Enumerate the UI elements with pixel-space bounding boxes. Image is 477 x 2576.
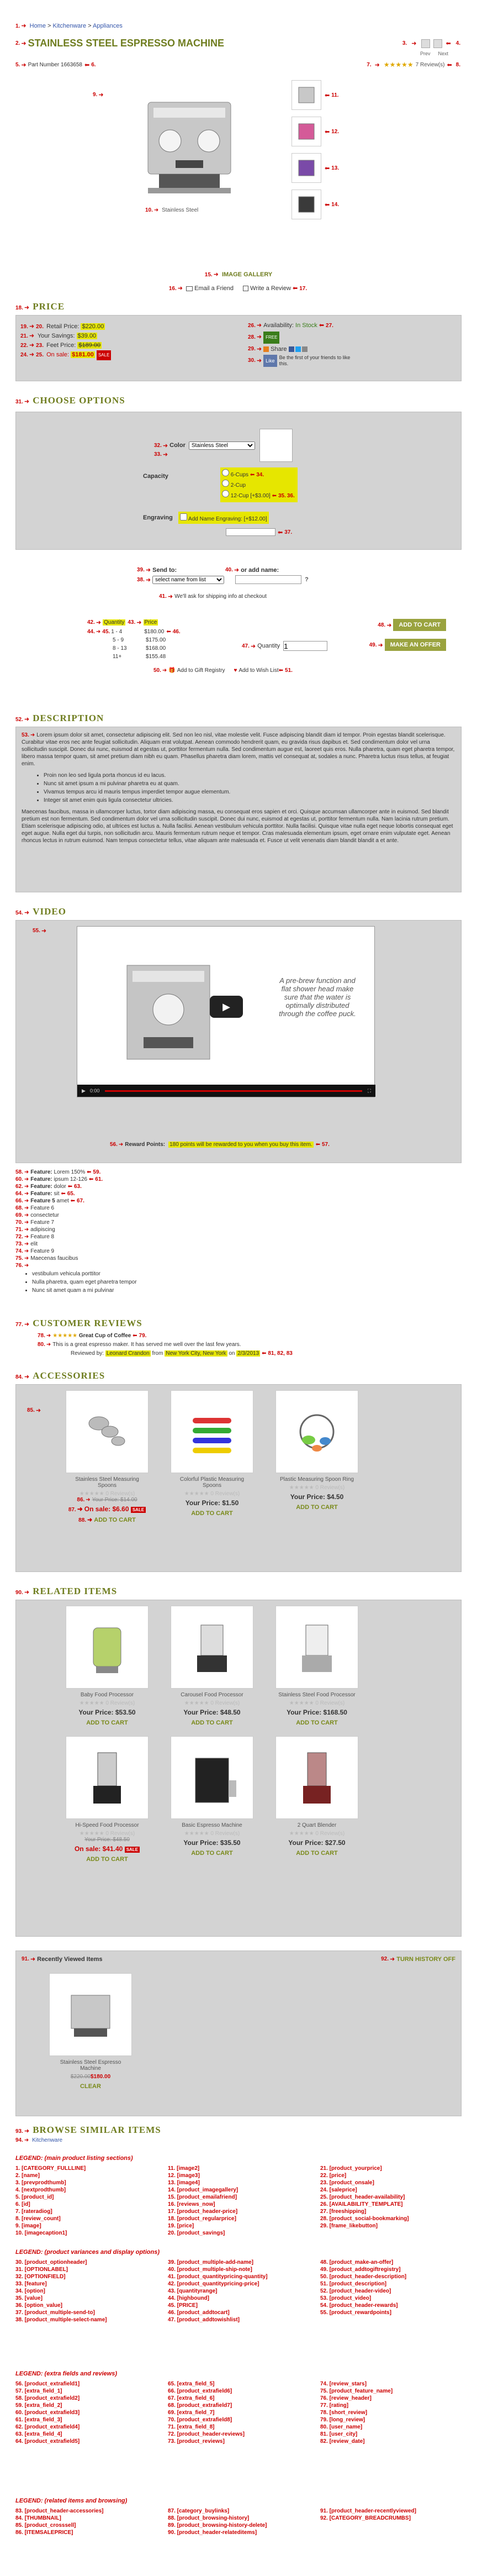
- accessories-box: 85. ➜ Stainless Steel Measuring Spoons ★★★★★ 0 Review(s) 86. ➜ Your Price: $14.00 87. ➜ On sale: $6.60 SALE 88. ➜ ADD TO CART Colorful Plastic Measuring Spoons ★★★★★ 0 Review(s) Your Price: $1.50 ADD TO CART Plastic Measuring Spoon Ring ★★★★★ 0 Review(s) Your Price: $4.50 ADD TO CART: [15, 1384, 462, 1572]
- legend-item: 79. [long_review]: [320, 2417, 365, 2423]
- related-card: Baby Food Processor ★★★★★ 0 Review(s) Your Price: $53.50 ADD TO CART: [66, 1606, 149, 1726]
- gift-registry-link[interactable]: Add to Gift Registry: [177, 667, 225, 674]
- video-player[interactable]: [77, 926, 375, 1097]
- legend-item: 11. [image2]: [168, 2165, 200, 2172]
- add-name-label: or add name:: [241, 566, 279, 574]
- recent-item-card: Stainless Steel Espresso Machine $220.00$180.00 CLEAR: [49, 1973, 132, 2090]
- video-box: 55. ➜ A pre-brew function and flat shower head make sure that the water is optimally distributed through the coffee puck. ▶ ▶ 0:00 ⛶ 56. ➜ Reward Points: 180 points will be rewarded to you when you buy this item. ⬅ 57.: [15, 920, 462, 1163]
- legend-item: 54. [product_header-rewards]: [320, 2302, 398, 2309]
- legend-item: 56. [product_extrafield1]: [15, 2381, 80, 2387]
- legend-item: 3. [prevprodthumb]: [15, 2180, 66, 2186]
- product-thumbnail[interactable]: [275, 1390, 358, 1473]
- legend-column: [15, 2380, 157, 2445]
- related-card: Hi-Speed Food Processor ★★★★★ 0 Review(s) Your Price: $48.50 On sale: $41.40 SALE ADD TO CART: [66, 1736, 149, 1863]
- tier-price: $180.00: [144, 629, 165, 635]
- product-thumbnail[interactable]: [49, 1973, 132, 2056]
- rating: 7. ➜ ★★★★★ 7 Review(s) ⬅ 8.: [367, 61, 460, 69]
- legend-item: 69. [extra_field_7]: [168, 2410, 215, 2416]
- legend-item: 48. [product_make-an-offer]: [320, 2259, 394, 2265]
- legend-item: 2. [name]: [15, 2173, 40, 2179]
- tier-qty: 8 - 13: [113, 645, 127, 651]
- legend-item: 73. [product_reviews]: [168, 2438, 225, 2444]
- espresso-machine-icon: [182, 1747, 242, 1808]
- legend-1: LEGEND: (main product listing sections) 1. [CATEGORY_FULLLINE] 2. [name] 3. [prevprodthumb] 4. [nextprodthumb] 5. [product_id] 6. [id] 7. [rateradiog] 8. [review_count] 9. [image] 10. [imagecaption1] 11. [image2] 12. [image3] 13. [image4] 14. [product_imagegallery] 15. [product_emailafriend] 16. [reviews_now] 17. [product_header-price] 18. [product_regularprice] 19. [price] 20. [product_savings] 21. [product_yourprice] 22. [price] 23. [product_onsale] 24. [saleprice] 25. [product_header-availability] 26. [AVAILABILITY_TEMPLATE] 27. [freeshipping] 28. [product_social-bookmarking] 29. [frame_likebutton]: [15, 2155, 462, 2237]
- sale-badge: SALE: [125, 1847, 140, 1853]
- tier-price: $168.00: [146, 645, 166, 651]
- facebook-icon[interactable]: [289, 346, 294, 352]
- blender-icon: [77, 1747, 137, 1808]
- browse-kitchenware-link[interactable]: Kitchenware: [32, 2137, 63, 2143]
- next-link[interactable]: Next: [438, 51, 448, 56]
- add-to-cart-link[interactable]: ADD TO CART: [296, 1504, 338, 1511]
- legend-item: 85. [product_crosssell]: [15, 2522, 76, 2528]
- video-controls: [77, 1085, 375, 1097]
- legend-item: 38. [product_multiple-select-name]: [15, 2317, 107, 2323]
- quantity-pricing: 42. ➜ Quantity 43. ➜ Price 44. ➜ 45. 1 - 4 $180.00 ⬅ 46. 5 - 9 $175.00 8 - 13 $168.00 11+ $155.48 47. ➜ Quantity 1 48. ➜ ADD TO CART 49. ➜ MAKE AN OFFER 50. ➜ 🎁 Add to Gift Registry ♥ Add to Wish List ⬅ 51.: [15, 619, 462, 680]
- heart-icon: ♥: [234, 667, 237, 674]
- legend-item: 27. [freeshipping]: [320, 2209, 367, 2215]
- accessory-card: Stainless Steel Measuring Spoons ★★★★★ 0 Review(s) 86. ➜ Your Price: $14.00 87. ➜ On sale: $6.60 SALE 88. ➜ ADD TO CART: [66, 1390, 149, 1523]
- product-thumbnail[interactable]: [275, 1736, 358, 1819]
- legend-item: 72. [product_header-reviews]: [168, 2431, 245, 2437]
- email-friend-link[interactable]: Email a Friend: [194, 285, 234, 292]
- page-title: STAINLESS STEEL ESPRESSO MACHINE: [28, 38, 224, 49]
- legend-item: 49. [product_addtogiftregistry]: [320, 2267, 401, 2273]
- legend-item: 13. [image4]: [168, 2180, 200, 2186]
- clear-history-link[interactable]: CLEAR: [80, 2083, 101, 2090]
- legend-column: [168, 2165, 309, 2237]
- tier-qty: 11+: [113, 654, 122, 660]
- thumb-black[interactable]: [292, 190, 321, 219]
- legend-item: 51. [product_description]: [320, 2281, 387, 2287]
- engraving-checkbox[interactable]: [180, 513, 187, 521]
- part-row: 5. ➜ Part Number 1663658 ⬅ 6. 7. ➜ ★★★★★ 7 Review(s) ⬅ 8.: [15, 61, 460, 69]
- tier-qty: 5 - 9: [113, 637, 124, 643]
- legend-item: 45. [PRICE]: [168, 2302, 198, 2309]
- legend-item: 66. [product_extrafield6]: [168, 2388, 232, 2394]
- legend-column: [168, 2507, 309, 2536]
- legend-item: 4. [nextprodthumb]: [15, 2187, 66, 2193]
- pager-labels: [15, 51, 462, 56]
- image-caption: Stainless Steel: [162, 207, 199, 213]
- capacity-options: 6-Cups ⬅ 34. 2-Cup 12-Cup [+$3.00] ⬅ 35. 36.: [220, 467, 298, 502]
- legend-item: 33. [feature]: [15, 2281, 47, 2287]
- legend-column: [168, 2380, 309, 2445]
- send-to-select[interactable]: [152, 576, 224, 584]
- legend-item: 80. [user_name]: [320, 2424, 363, 2430]
- legend-item: 84. [THUMBNAIL]: [15, 2515, 61, 2521]
- legend-column: [15, 2165, 157, 2237]
- thumb-pink[interactable]: [292, 117, 321, 146]
- legend-item: 25. [product_header-availability]: [320, 2194, 405, 2200]
- legend-item: 74. [review_stars]: [320, 2381, 367, 2387]
- capacity-label: Capacity: [143, 473, 168, 480]
- add-to-cart-link[interactable]: ADD TO CART: [191, 1850, 233, 1857]
- espresso-thumb-icon: [295, 120, 317, 143]
- add-to-cart-link[interactable]: ADD TO CART: [296, 1720, 338, 1726]
- legend-item: 76. [review_header]: [320, 2395, 372, 2401]
- review-headline: Great Cup of Coffee: [78, 1333, 131, 1339]
- legend-item: 31. [OPTIONLABEL]: [15, 2267, 68, 2273]
- legend-item: 30. [product_optionheader]: [15, 2259, 87, 2265]
- play-icon: ▶: [222, 1001, 230, 1012]
- legend-item: 16. [reviews_now]: [168, 2201, 215, 2207]
- legend-item: 23. [product_onsale]: [320, 2180, 374, 2186]
- legend-item: 88. [product_browsing-history]: [168, 2515, 250, 2521]
- review-date: 2/3/2013: [237, 1350, 259, 1357]
- add-to-cart-link[interactable]: ADD TO CART: [191, 1720, 233, 1726]
- engraving-label: Engraving: [143, 514, 173, 521]
- recently-viewed-title: Recently Viewed Items: [37, 1955, 103, 1963]
- video-time: 0:00: [89, 1088, 100, 1094]
- share-label[interactable]: Share: [271, 346, 287, 353]
- sale-price: $181.00: [72, 351, 94, 358]
- reward-label: Reward Points:: [125, 1142, 166, 1148]
- legend-item: 8. [review_count]: [15, 2216, 61, 2222]
- legend-item: 89. [product_browsing-history-delete]: [168, 2522, 267, 2528]
- add-name-input[interactable]: [235, 575, 301, 584]
- legend-4: LEGEND: (related items and browsing) 83. [product_header-accessories] 84. [THUMBNAIL] 85. [product_crosssell] 86. [ITEMSALEPRICE] 87. [category_buylinks] 88. [product_browsing-history] 89. [product_browsing-history-delete] 90. [product_header-relateditems] 91. [product_header-recentlyviewed] 92. [CATEGORY_BREADCRUMBS]: [15, 2498, 462, 2536]
- legend-item: 86. [ITEMSALEPRICE]: [15, 2530, 73, 2536]
- price-col-label: Price: [144, 619, 157, 625]
- product-thumbnail[interactable]: [275, 1606, 358, 1689]
- espresso-thumb-icon: [295, 84, 317, 106]
- legend-item: 58. [product_extrafield2]: [15, 2395, 80, 2401]
- legend-item: 59. [extra_field_2]: [15, 2402, 62, 2409]
- capacity-radio-12[interactable]: [222, 490, 229, 497]
- pencil-icon: [243, 286, 248, 291]
- price-box: 19. ➜ 20. Retail Price: $220.00 21. ➜ Your Savings: $39.00 22. ➜ 23. Feet Price: $189.00 24. ➜ 25. On sale: $181.00 SALE 26. ➜ Availability: In Stock ⬅ 27. 28. ➜ FREE 29. ➜ Share 30. ➜ Like Be the first of your friends to like this.: [15, 315, 462, 381]
- prev-link[interactable]: Prev: [420, 51, 431, 56]
- capacity-radio-2[interactable]: [222, 480, 229, 487]
- email-icon: [186, 286, 193, 291]
- feet-price: $189.00: [78, 342, 101, 349]
- twitter-icon[interactable]: [295, 346, 301, 352]
- tier-qty: 1 - 4: [111, 629, 123, 635]
- review-item: 78. ➜ ★★★★★ Great Cup of Coffee ⬅ 79. 80. ➜ This is a great espresso maker. It has served me well over the last few years. Reviewed by: Leonard Crandon from New York City, New York on 2/3/2013 ⬅ 81, 82, 83: [38, 1333, 293, 1357]
- related-card: Basic Espresso Machine ★★★★★ 0 Review(s) Your Price: $35.50 ADD TO CART: [171, 1736, 253, 1863]
- breadcrumb-appliances[interactable]: Appliances: [93, 23, 123, 29]
- legend-item: 5. [product_id]: [15, 2194, 54, 2200]
- like-text: Be the first of your friends to like this.: [279, 355, 351, 366]
- product-thumbnail[interactable]: [66, 1390, 149, 1473]
- quantity-label: Quantity: [257, 643, 280, 649]
- add-to-cart-button[interactable]: ADD TO CART: [393, 619, 446, 631]
- options-box: 32. ➜ Color Stainless Steel 33. ➜ Capacity 6-Cups ⬅ 34. 2-Cup 12-Cup [+$3.00] ⬅ 35. 36. Engraving Add Name Engraving: [+$12.00] ⬅ 37.: [15, 412, 462, 550]
- product-thumbnail[interactable]: [171, 1736, 253, 1819]
- legend-column: [320, 2165, 462, 2237]
- legend-column: [320, 2507, 462, 2536]
- legend-item: 15. [product_emailafriend]: [168, 2194, 237, 2200]
- legend-item: 40. [product_multiple-ship-note]: [168, 2267, 252, 2273]
- tier-price: $175.00: [146, 637, 166, 643]
- legend-item: 7. [rateradiog]: [15, 2209, 52, 2215]
- related-card: 2 Quart Blender ★★★★★ 0 Review(s) Your Price: $27.50 ADD TO CART: [275, 1736, 358, 1863]
- legend-item: 29. [frame_likebutton]: [320, 2223, 378, 2229]
- legend-item: 61. [extra_field_3]: [15, 2417, 62, 2423]
- video-overlay-text: A pre-brew function and flat shower head make sure that the water is optimally distributed through the coffee puck.: [279, 976, 356, 1018]
- legend-column: [320, 2259, 462, 2323]
- legend-item: 63. [extra_field_4]: [15, 2431, 62, 2437]
- legend-column: [168, 2259, 309, 2323]
- legend-item: 81. [user_city]: [320, 2431, 358, 2437]
- breadcrumb-kitchenware[interactable]: Kitchenware: [52, 23, 87, 29]
- espresso-machine-icon: [60, 1984, 121, 2045]
- availability-label: Availability:: [263, 322, 294, 329]
- spoon-ring-icon: [287, 1401, 347, 1462]
- play-button[interactable]: [210, 996, 243, 1018]
- legend-item: 39. [product_multiple-add-name]: [168, 2259, 254, 2265]
- legend-item: 19. [price]: [168, 2223, 194, 2229]
- reviewer-city: New York City, New York: [166, 1350, 226, 1357]
- review-stars: ★★★★★: [52, 1333, 78, 1339]
- food-processor-icon: [182, 1617, 242, 1678]
- gift-icon: 🎁: [168, 667, 176, 674]
- price-header: PRICE: [33, 301, 65, 312]
- add-to-cart-link[interactable]: ADD TO CART: [191, 1510, 233, 1517]
- related-box: [15, 1600, 462, 1937]
- legend-column: [15, 2507, 157, 2536]
- play-control-icon[interactable]: ▶: [82, 1087, 86, 1094]
- legend-item: 60. [product_extrafield3]: [15, 2410, 80, 2416]
- legend-item: 65. [extra_field_5]: [168, 2381, 215, 2387]
- espresso-machine-icon: [137, 86, 242, 202]
- feet-price-label: Feet Price:: [46, 342, 76, 349]
- add-to-cart-link[interactable]: ADD TO CART: [296, 1850, 338, 1857]
- legend-item: 75. [product_feature_name]: [320, 2388, 393, 2394]
- color-swatch-image: [259, 429, 293, 462]
- engraving-input[interactable]: [226, 528, 275, 536]
- help-icon[interactable]: ?: [305, 576, 309, 583]
- tier-price: $155.48: [146, 654, 166, 660]
- related-card: Carousel Food Processor ★★★★★ 0 Review(s) Your Price: $48.50 ADD TO CART: [171, 1606, 253, 1726]
- legend-item: 62. [product_extrafield4]: [15, 2424, 80, 2430]
- make-offer-button[interactable]: MAKE AN OFFER: [385, 639, 446, 651]
- progress-bar[interactable]: [105, 1090, 362, 1092]
- thumb-stainless[interactable]: [292, 80, 321, 110]
- legend-item: 12. [image3]: [168, 2173, 200, 2179]
- product-thumbnail[interactable]: [66, 1736, 149, 1819]
- legend-item: 57. [extra_field_1]: [15, 2388, 62, 2394]
- legend-item: 67. [extra_field_6]: [168, 2395, 215, 2401]
- sale-badge: SALE: [131, 1507, 146, 1513]
- legend-item: 50. [product_header-description]: [320, 2274, 407, 2280]
- legend-item: 9. [image]: [15, 2223, 41, 2229]
- legend-item: 46. [product_addtocart]: [168, 2310, 230, 2316]
- color-label: Color: [169, 442, 186, 449]
- legend-item: 52. [product_header-video]: [320, 2288, 391, 2294]
- reward-text: 180 points will be rewarded to you when you buy this item.: [169, 1142, 312, 1148]
- legend-item: 14. [product_imagegallery]: [168, 2187, 239, 2193]
- legend-column: [320, 2380, 462, 2445]
- legend-item: 17. [product_header-price]: [168, 2209, 238, 2215]
- product-thumbnail[interactable]: [171, 1606, 253, 1689]
- measuring-spoons-icon: [77, 1401, 137, 1462]
- fullscreen-icon[interactable]: ⛶: [367, 1087, 371, 1094]
- email-share-icon[interactable]: [302, 346, 308, 352]
- main-product-image[interactable]: [137, 86, 242, 202]
- legend-item: 78. [short_review]: [320, 2410, 368, 2416]
- add-to-cart-link[interactable]: ADD TO CART: [94, 1517, 136, 1523]
- breadcrumb-home[interactable]: Home: [29, 23, 46, 29]
- legend-item: 26. [AVAILABILITY_TEMPLATE]: [320, 2201, 403, 2207]
- capacity-radio-6[interactable]: [222, 469, 229, 476]
- legend-item: 18. [product_regularprice]: [168, 2216, 236, 2222]
- send-to-label: Send to:: [152, 566, 177, 574]
- retail-price: $220.00: [82, 323, 104, 330]
- add-to-cart-link[interactable]: ADD TO CART: [86, 1720, 128, 1726]
- savings-value: $39.00: [77, 333, 97, 339]
- legend-item: 32. [OPTIONFIELD]: [15, 2274, 66, 2280]
- availability-value: In Stock: [295, 322, 317, 329]
- product-thumbnail[interactable]: [66, 1606, 149, 1689]
- plastic-spoons-icon: [182, 1401, 242, 1462]
- title-row: 2. ➜ STAINLESS STEEL ESPRESSO MACHINE 3. ➜ ⬅ 4.: [15, 38, 460, 49]
- options-header: CHOOSE OPTIONS: [33, 395, 125, 406]
- espresso-thumb-icon: [295, 193, 317, 215]
- description-p2: Maecenas faucibus, massa in ullamcorper luctus, tortor diam adipiscing massa, eu consequat eros sapien et orci. Quisque accumsan ullamcorper ante in euismod. Sed blandit pretium est non fermentum. Sed condimentum dolor vel urna sollicitudin suscipit. Donec dui nunc, euismod at egestas ut, porttitor fermentum nulla. Nam lacinia rutrum pretium. Etiam scelerisque adipiscing odio, at ultrices est luctus a. Nulla facilisi. Aenean vestibulum vehicula porttitor. Nulla facilisi. Quisque vitae nulla eget neque lobortis consequat eget eget augue. Nulla eget dui turpis, non sollicitudin arcu. Mauris fermentum rutrum neque et tempor. Cras malesuada elementum ipsum, eget ornare enim vulputate eget. Aenean rhoncus lectus in rutrum euismod. Nam tempus consectetur tellus, vitae aliquam ante malesuada et. Fusce ut velit venenatis diam blandit blandit a et ante.: [22, 809, 453, 844]
- legend-item: 55. [product_rewardpoints]: [320, 2310, 391, 2316]
- pager: 3. ➜ ⬅ 4.: [402, 39, 462, 48]
- wish-list-link[interactable]: Add to Wish List: [239, 667, 279, 674]
- description-p1: Lorem ipsum dolor sit amet, consectetur adipiscing elit. Sed non leo nisl, vitae molestie velit. Fusce adipiscing blandit diam id tempor. Proin egestas blandit scelerisque. Curabitur vitae eros nec ante feugiat sollicitudin. Aliquam erat volutpat. Aenean commodo hendrerit quam, eu gravida risus dapibus et. Sed condimentum dolor vel urna sollicitudin suscipit. Donec dui nunc, euismod at egestas ut, porttitor fermentum nulla. Sed condimentum augue est, laoreet quis eros. Nulla pharetra, quam eget pharetra tempor, libero massa tempor quam, sit amet pretium diam nibh eu quam. Phasellus pharetra diam lorem, mattis vel consequat at, sodales a nunc. Pharetra luctus risus tellus, at feugiat enim.: [22, 732, 455, 767]
- legend-item: 47. [product_addtowishlist]: [168, 2317, 240, 2323]
- legend-item: 41. [product_quantitypricing-quantity]: [168, 2274, 268, 2280]
- reviews-count-link[interactable]: 7 Review(s): [415, 61, 445, 68]
- blender-icon: [287, 1747, 347, 1808]
- write-review-link[interactable]: Write a Review: [250, 285, 291, 292]
- food-processor-icon: [287, 1617, 347, 1678]
- legend-item: 20. [product_savings]: [168, 2230, 225, 2236]
- ship-note: We'll ask for shipping info at checkout: [174, 593, 267, 600]
- free-shipping-icon: FREE: [263, 332, 279, 344]
- retail-price-label: Retail Price:: [46, 323, 80, 330]
- legend-item: 82. [review_date]: [320, 2438, 365, 2444]
- description-bullets: • Proin non leo sed ligula porta rhoncus id eu lacus. • Nunc sit amet ipsum a mi pulvinar pharetra eu at quam. • Vivamus tempus arcu id mauris tempus imperdiet tempor augue elementum. • Integer sit amet enim quis ligula consectetur ultricies.: [44, 772, 455, 804]
- legend-item: 42. [product_quantitypricing-price]: [168, 2281, 259, 2287]
- legend-item: 34. [option]: [15, 2288, 45, 2294]
- thumb-purple[interactable]: [292, 153, 321, 183]
- turn-history-off-link[interactable]: TURN HISTORY OFF: [396, 1955, 455, 1963]
- accessory-card: Colorful Plastic Measuring Spoons ★★★★★ 0 Review(s) Your Price: $1.50 ADD TO CART: [171, 1390, 253, 1523]
- legend-item: 70. [product_extrafield8]: [168, 2417, 232, 2423]
- product-thumbnail[interactable]: [171, 1390, 253, 1473]
- legend-item: 87. [category_buylinks]: [168, 2508, 230, 2514]
- add-to-cart-link[interactable]: ADD TO CART: [86, 1856, 128, 1863]
- thumb-list: ⬅ 11. ⬅ 12. ⬅ 13. ⬅ 14.: [292, 80, 340, 219]
- legend-item: 28. [product_social-bookmarking]: [320, 2216, 409, 2222]
- part-number: Part Number 1663658: [28, 61, 82, 68]
- legend-item: 68. [product_extrafield7]: [168, 2402, 232, 2409]
- legend-3: LEGEND: (extra fields and reviews) 56. [product_extrafield1] 57. [extra_field_1] 58. [product_extrafield2] 59. [extra_field_2] 60. [product_extrafield3] 61. [extra_field_3] 62. [product_extrafield4] 63. [extra_field_4] 64. [product_extrafield5] 65. [extra_field_5] 66. [product_extrafield6] 67. [extra_field_6] 68. [product_extrafield7] 69. [extra_field_7] 70. [product_extrafield8] 71. [extra_field_8] 72. [product_header-reviews] 73. [product_reviews] 74. [review_stars] 75. [product_feature_name] 76. [review_header] 77. [rating] 78. [short_review] 79. [long_review] 80. [user_name] 81. [user_city] 82. [review_date]: [15, 2370, 462, 2445]
- legend-item: 37. [product_multiple-send-to]: [15, 2310, 95, 2316]
- legend-item: 44. [highbound]: [168, 2295, 209, 2301]
- share-icon[interactable]: [263, 346, 269, 352]
- image-area: 9. ➜ 10. ➜ Stainless Steel ⬅ 11. ⬅ 12. ⬅ 13. ⬅ 14.: [15, 75, 462, 240]
- related-card: Stainless Steel Food Processor ★★★★★ 0 Review(s) Your Price: $168.50 ADD TO CART: [275, 1606, 358, 1726]
- espresso-thumb-icon: [295, 157, 317, 179]
- accessories-header: ACCESSORIES: [33, 1370, 105, 1381]
- savings-label: Your Savings:: [37, 333, 75, 339]
- like-button[interactable]: Like: [263, 355, 277, 367]
- legend-item: 24. [saleprice]: [320, 2187, 357, 2193]
- prev-thumb-icon[interactable]: [421, 39, 430, 48]
- description-box: 53. ➜ Lorem ipsum dolor sit amet, consectetur adipiscing elit. Sed non leo nisl, vitae molestie velit. Fusce adipiscing blandit diam id tempor. Proin egestas blandit scelerisque. Curabitur vitae eros nec ante feugiat sollicitudin. Aliquam erat volutpat. Aenean commodo hendrerit quam, eu gravida risus dapibus et. Sed condimentum dolor vel urna sollicitudin suscipit. Donec dui nunc, euismod at egestas ut, porttitor fermentum nulla. Sed condimentum augue est, laoreet quis eros. Nulla pharetra, quam eget pharetra tempor, libero massa tempor quam, sit amet pretium diam nibh eu quam. Phasellus pharetra diam lorem, mattis vel consequat at, sodales a nunc. Pharetra luctus risus tellus, at feugiat enim. • Proin non leo sed ligula porta rhoncus id eu lacus. • Nunc sit amet ipsum a mi pulvinar pharetra eu at quam. • Vivamus tempus arcu id mauris tempus imperdiet tempor augue elementum. • Integer sit amet enim quis ligula consectetur ultricies. Maecenas faucibus, massa in ullamcorper luctus, tortor diam adipiscing massa, eu consequat eros sapien et orci. Quisque accumsan ullamcorper ante in euismod. Sed blandit pretium est non fermentum. Sed condimentum dolor vel urna sollicitudin suscipit. Donec dui nunc, euismod at egestas ut, porttitor fermentum nulla. Nam lacinia rutrum pretium. Etiam scelerisque adipiscing odio, at ultrices est luctus a. Nulla facilisi. Aenean vestibulum vehicula porttitor. Nulla facilisi. Quisque vitae nulla eget neque lobortis consequat eget eget augue. Nulla eget dui turpis, non sollicitudin arcu. Mauris fermentum rutrum neque et tempor. Cras malesuada elementum ipsum, eget ornare enim vulputate eget. Aenean rhoncus lectus in rutrum euismod. Nam tempus consectetur tellus, vitae aliquam ante malesuada et. Fusce ut velit venenatis diam blandit blandit a et ante.: [15, 727, 462, 892]
- sale-tag-icon: SALE: [97, 350, 111, 360]
- rating-stars: ★★★★★: [383, 61, 414, 69]
- legend-item: 6. [id]: [15, 2201, 30, 2207]
- tier-table: 44. ➜ 45. 1 - 4 $180.00 ⬅ 46. 5 - 9 $175.00 8 - 13 $168.00 11+ $155.48: [87, 629, 181, 660]
- baby-processor-icon: [77, 1617, 137, 1678]
- legend-item: 53. [product_video]: [320, 2295, 372, 2301]
- legend-item: 90. [product_header-relateditems]: [168, 2530, 257, 2536]
- sale-label: On sale:: [46, 351, 70, 358]
- accessory-card: Plastic Measuring Spoon Ring ★★★★★ 0 Review(s) Your Price: $4.50 ADD TO CART: [275, 1390, 358, 1523]
- reviews-header: CUSTOMER REVIEWS: [33, 1318, 142, 1328]
- next-thumb-icon[interactable]: [433, 39, 442, 48]
- quantity-input[interactable]: [283, 641, 327, 651]
- legend-item: 36. [option_value]: [15, 2302, 63, 2309]
- legend-item: 1. [CATEGORY_FULLLINE]: [15, 2165, 86, 2172]
- legend-item: 35. [value]: [15, 2295, 43, 2301]
- legend-item: 10. [imagecaption1]: [15, 2230, 67, 2236]
- qty-col-label: Quantity: [104, 619, 125, 625]
- features-list: 58. ➜ Feature: Lorem 150% ⬅ 59. 60. ➜ Feature: ipsum 12-126 ⬅ 61. 62. ➜ Feature: dolor ⬅ 63. 64. ➜ Feature: sit ⬅ 65. 66. ➜ Feature 5 amet ⬅ 67. 68. ➜ Feature 6 69. ➜ consectetur 70. ➜ Feature 7 71. ➜ adipiscing 72. ➜ Feature 8 73. ➜ elit 74. ➜ Feature 9 75. ➜ Maecenas faucibus 76. ➜ • vestibulum vehicula porttitor • Nulla pharetra, quam eget pharetra tempor • Nunc sit amet quam a mi pulvinar: [15, 1169, 462, 1295]
- legend-item: 22. [price]: [320, 2173, 347, 2179]
- legend-item: 71. [extra_field_8]: [168, 2424, 215, 2430]
- legend-item: 77. [rating]: [320, 2402, 349, 2409]
- recently-viewed-box: 91. ➜ Recently Viewed Items 92. ➜ TURN HISTORY OFF Stainless Steel Espresso Machine $220.00$180.00 CLEAR: [15, 1951, 462, 2116]
- legend-item: 21. [product_yourprice]: [320, 2165, 382, 2172]
- color-select[interactable]: [189, 441, 255, 450]
- legend-item: 91. [product_header-recentlyviewed]: [320, 2508, 416, 2514]
- browse-header: BROWSE SIMILAR ITEMS: [33, 2125, 161, 2135]
- legend-item: 43. [quantityrange]: [168, 2288, 218, 2294]
- legend-column: [15, 2259, 157, 2323]
- video-header: VIDEO: [33, 906, 66, 917]
- description-header: DESCRIPTION: [33, 713, 104, 723]
- breadcrumb: 1. ➜ Home > Kitchenware > Appliances: [15, 23, 123, 29]
- image-gallery-link[interactable]: IMAGE GALLERY: [221, 271, 273, 278]
- legend-item: 92. [CATEGORY_BREADCRUMBS]: [320, 2515, 411, 2521]
- related-header: RELATED ITEMS: [33, 1586, 118, 1596]
- legend-item: 64. [product_extrafield5]: [15, 2438, 80, 2444]
- legend-item: 83. [product_header-accessories]: [15, 2508, 104, 2514]
- reviewer-name: Leonard Crandon: [106, 1350, 150, 1357]
- legend-2: LEGEND: (product variances and display options) 30. [product_optionheader] 31. [OPTIONLABEL] 32. [OPTIONFIELD] 33. [feature] 34. [option] 35. [value] 36. [option_value] 37. [product_multiple-send-to] 38. [product_multiple-select-name] 39. [product_multiple-add-name] 40. [product_multiple-ship-note] 41. [product_quantitypricing-quantity] 42. [product_quantitypricing-price] 43. [quantityrange] 44. [highbound] 45. [PRICE] 46. [product_addtocart] 47. [product_addtowishlist] 48. [product_make-an-offer] 49. [product_addtogiftregistry] 50. [product_header-description] 51. [product_description] 52. [product_header-video] 53. [product_video] 54. [product_header-rewards] 55. [product_rewardpoints]: [15, 2249, 462, 2323]
- review-body: This is a great espresso maker. It has served me well over the last few years.: [52, 1342, 241, 1348]
